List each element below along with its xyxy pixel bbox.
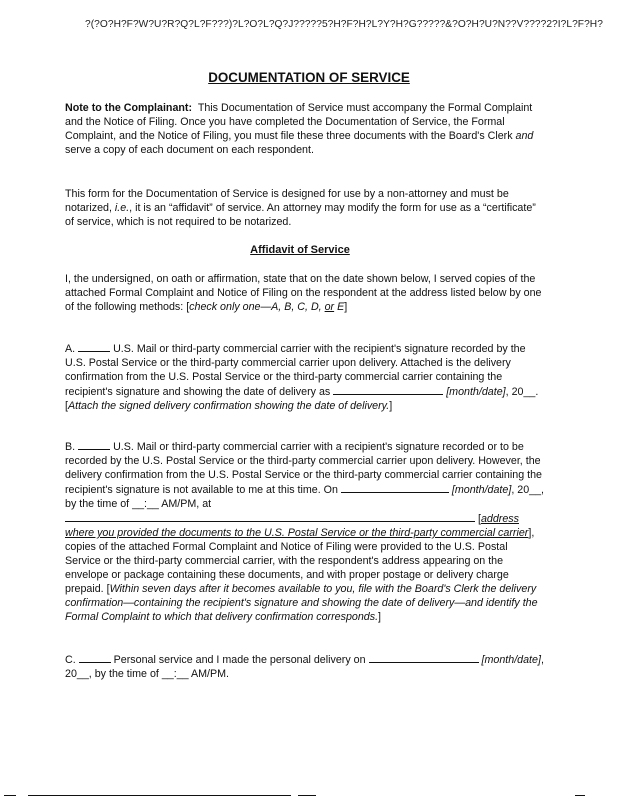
footer-line-mark (298, 795, 316, 796)
option-b-text-a: U.S. Mail or third-party commercial carrier with a recipient's signature recorded or to be recorded by the U.S. Postal Service or the third-party commercial carrier upon delivery. However, the delivery confirmation from the U.S. Postal Service or the third-party commercial carrier containing the recipient's signature is not available to me at this time. On (65, 441, 542, 496)
form-intro-ie: i.e. (114, 202, 130, 214)
option-b-italic-end: Within seven days after it becomes available to you, file with the Board's Clerk the delivery confirmation—containing the recipient's signature and showing the date of delivery—and identify the Formal Complaint to which that delivery confirmation corresponds. (65, 583, 538, 623)
option-b-text-b: , copies of the attached Formal Complaint and Notice of Filing were provided to the U.S. Postal Service or the third-party commercial carrier, with the respondent's address appearing on the envelope or package containing these documents, and with proper postage or delivery charge prepaid. [ (65, 527, 535, 595)
option-b-date-label: [month/date] (451, 484, 512, 496)
option-b: B. U.S. Mail or third-party commercial carrier with a recipient's signature recorded or to be recorded by the U.S. Postal Service or the third-party commercial carrier upon delivery. However, the delivery confirmation from the U.S. Postal Service or the third-party commercial carrier containing the recipient's signature is not available to me at this time. On [month/date], 20__, by the time of __:__ AM/PM, at [address where you provided the documents to the U.S. Postal Service or the third-party commercial carrier], copies of the attached Formal Complaint and Notice of Filing were provided to the U.S. Postal Service or the third-party commercial carrier, with the respondent's address appearing on the envelope or package containing these documents, and with proper postage or delivery charge prepaid. [Within seven days after it becomes available to you, file with the Board's Clerk the delivery confirmation—containing the recipient's signature and showing the date of delivery—and identify the Formal Complaint to which that delivery confirmation corresponds.] (65, 441, 545, 623)
affidavit-intro-e: E (337, 301, 345, 313)
option-a-date-label: [month/date] (446, 386, 506, 398)
option-b-date-blank[interactable] (341, 482, 449, 493)
footer-line-mark-right (575, 795, 585, 796)
option-b-ampm-at: AM/PM, at (161, 498, 212, 510)
affidavit-intro-a: I, the undersigned, on oath or affirmation, state that on the date shown below, I served copies of the attached Formal Complaint and Notice of Filing on the respondent at the address listed below by one of the following methods: [ (65, 273, 542, 313)
option-a (65, 341, 545, 413)
option-b-address-blank[interactable] (65, 511, 475, 522)
option-c-text: Personal service and I made the personal delivery on (113, 654, 366, 666)
form-intro-text-a: This form for the Documentation of Service is designed for use by a non-attorney and must be notarized, (65, 188, 509, 214)
option-c-letter: C. (65, 654, 76, 666)
form-intro-paragraph (65, 187, 545, 229)
note-paragraph (65, 101, 545, 157)
option-a-year: , 20__. [ (65, 386, 539, 412)
note-text-a: This Documentation of Service must accompany the Formal Complaint and the Notice of Filing. Once you have completed the Documentation of Service, the Formal Complaint, and the Notice of Filing, you must file these three documents with the Board's Clerk (65, 102, 533, 142)
option-a-close: ] (389, 400, 393, 412)
affidavit-intro (65, 272, 545, 314)
form-intro-text-b: , it is an “affidavit” of service. An attorney may modify the form for use as a “certificate” of service, which is not required to be notarized. (65, 202, 536, 228)
option-a-date-blank[interactable] (333, 384, 443, 395)
footer-signature-line[interactable] (28, 795, 291, 796)
affidavit-intro-close: ] (344, 301, 348, 313)
option-b-address-italic: address where you provided the documents to the U.S. Postal Service or the third-party commercial carrier (65, 513, 529, 539)
affidavit-intro-or: or (324, 301, 335, 313)
note-label: Note to the Complainant: (65, 102, 193, 114)
option-c-checkbox-blank[interactable] (79, 652, 111, 663)
document-title: DOCUMENTATION OF SERVICE (208, 70, 410, 85)
header-garbled-text: ?(?O?H?F?W?U?R?Q?L?F???)?L?O?L?Q?J?????5?H?F?H?L?Y?H?G?????&?O?H?U?N??V????2?I?L?F?H? (85, 19, 603, 30)
option-b-close: ] (378, 611, 382, 623)
note-text-b: serve a copy of each document on each respondent. (65, 144, 314, 156)
option-b-year-time: , 20__, by the time of __:__ (65, 484, 545, 510)
option-a-text: U.S. Mail or third-party commercial carrier with the recipient's signature recorded by the U.S. Postal Service or the third-party commercial carrier upon delivery. Attached is the delivery confirmation from the U.S. Postal Service or the third-party commercial carrier containing the recipient's signature and showing the date of delivery as (65, 343, 526, 398)
option-a-letter: A. (65, 343, 76, 355)
option-b-letter: B. (65, 441, 76, 453)
note-and: and (515, 130, 534, 142)
affidavit-intro-italic: check only one—A, B, C, D, (189, 301, 325, 313)
option-a-checkbox-blank[interactable] (78, 341, 110, 352)
option-c (65, 652, 545, 681)
option-c-year-time: , 20__, by the time of __:__ AM/PM. (65, 654, 544, 680)
option-a-italic-end: Attach the signed delivery confirmation showing the date of delivery. (67, 400, 390, 412)
option-c-date-blank[interactable] (369, 652, 479, 663)
affidavit-heading: Affidavit of Service (250, 244, 350, 256)
footer-line-mark-left (4, 795, 16, 796)
option-c-date-label: [month/date] (481, 654, 541, 666)
option-b-checkbox-blank[interactable] (78, 439, 110, 450)
